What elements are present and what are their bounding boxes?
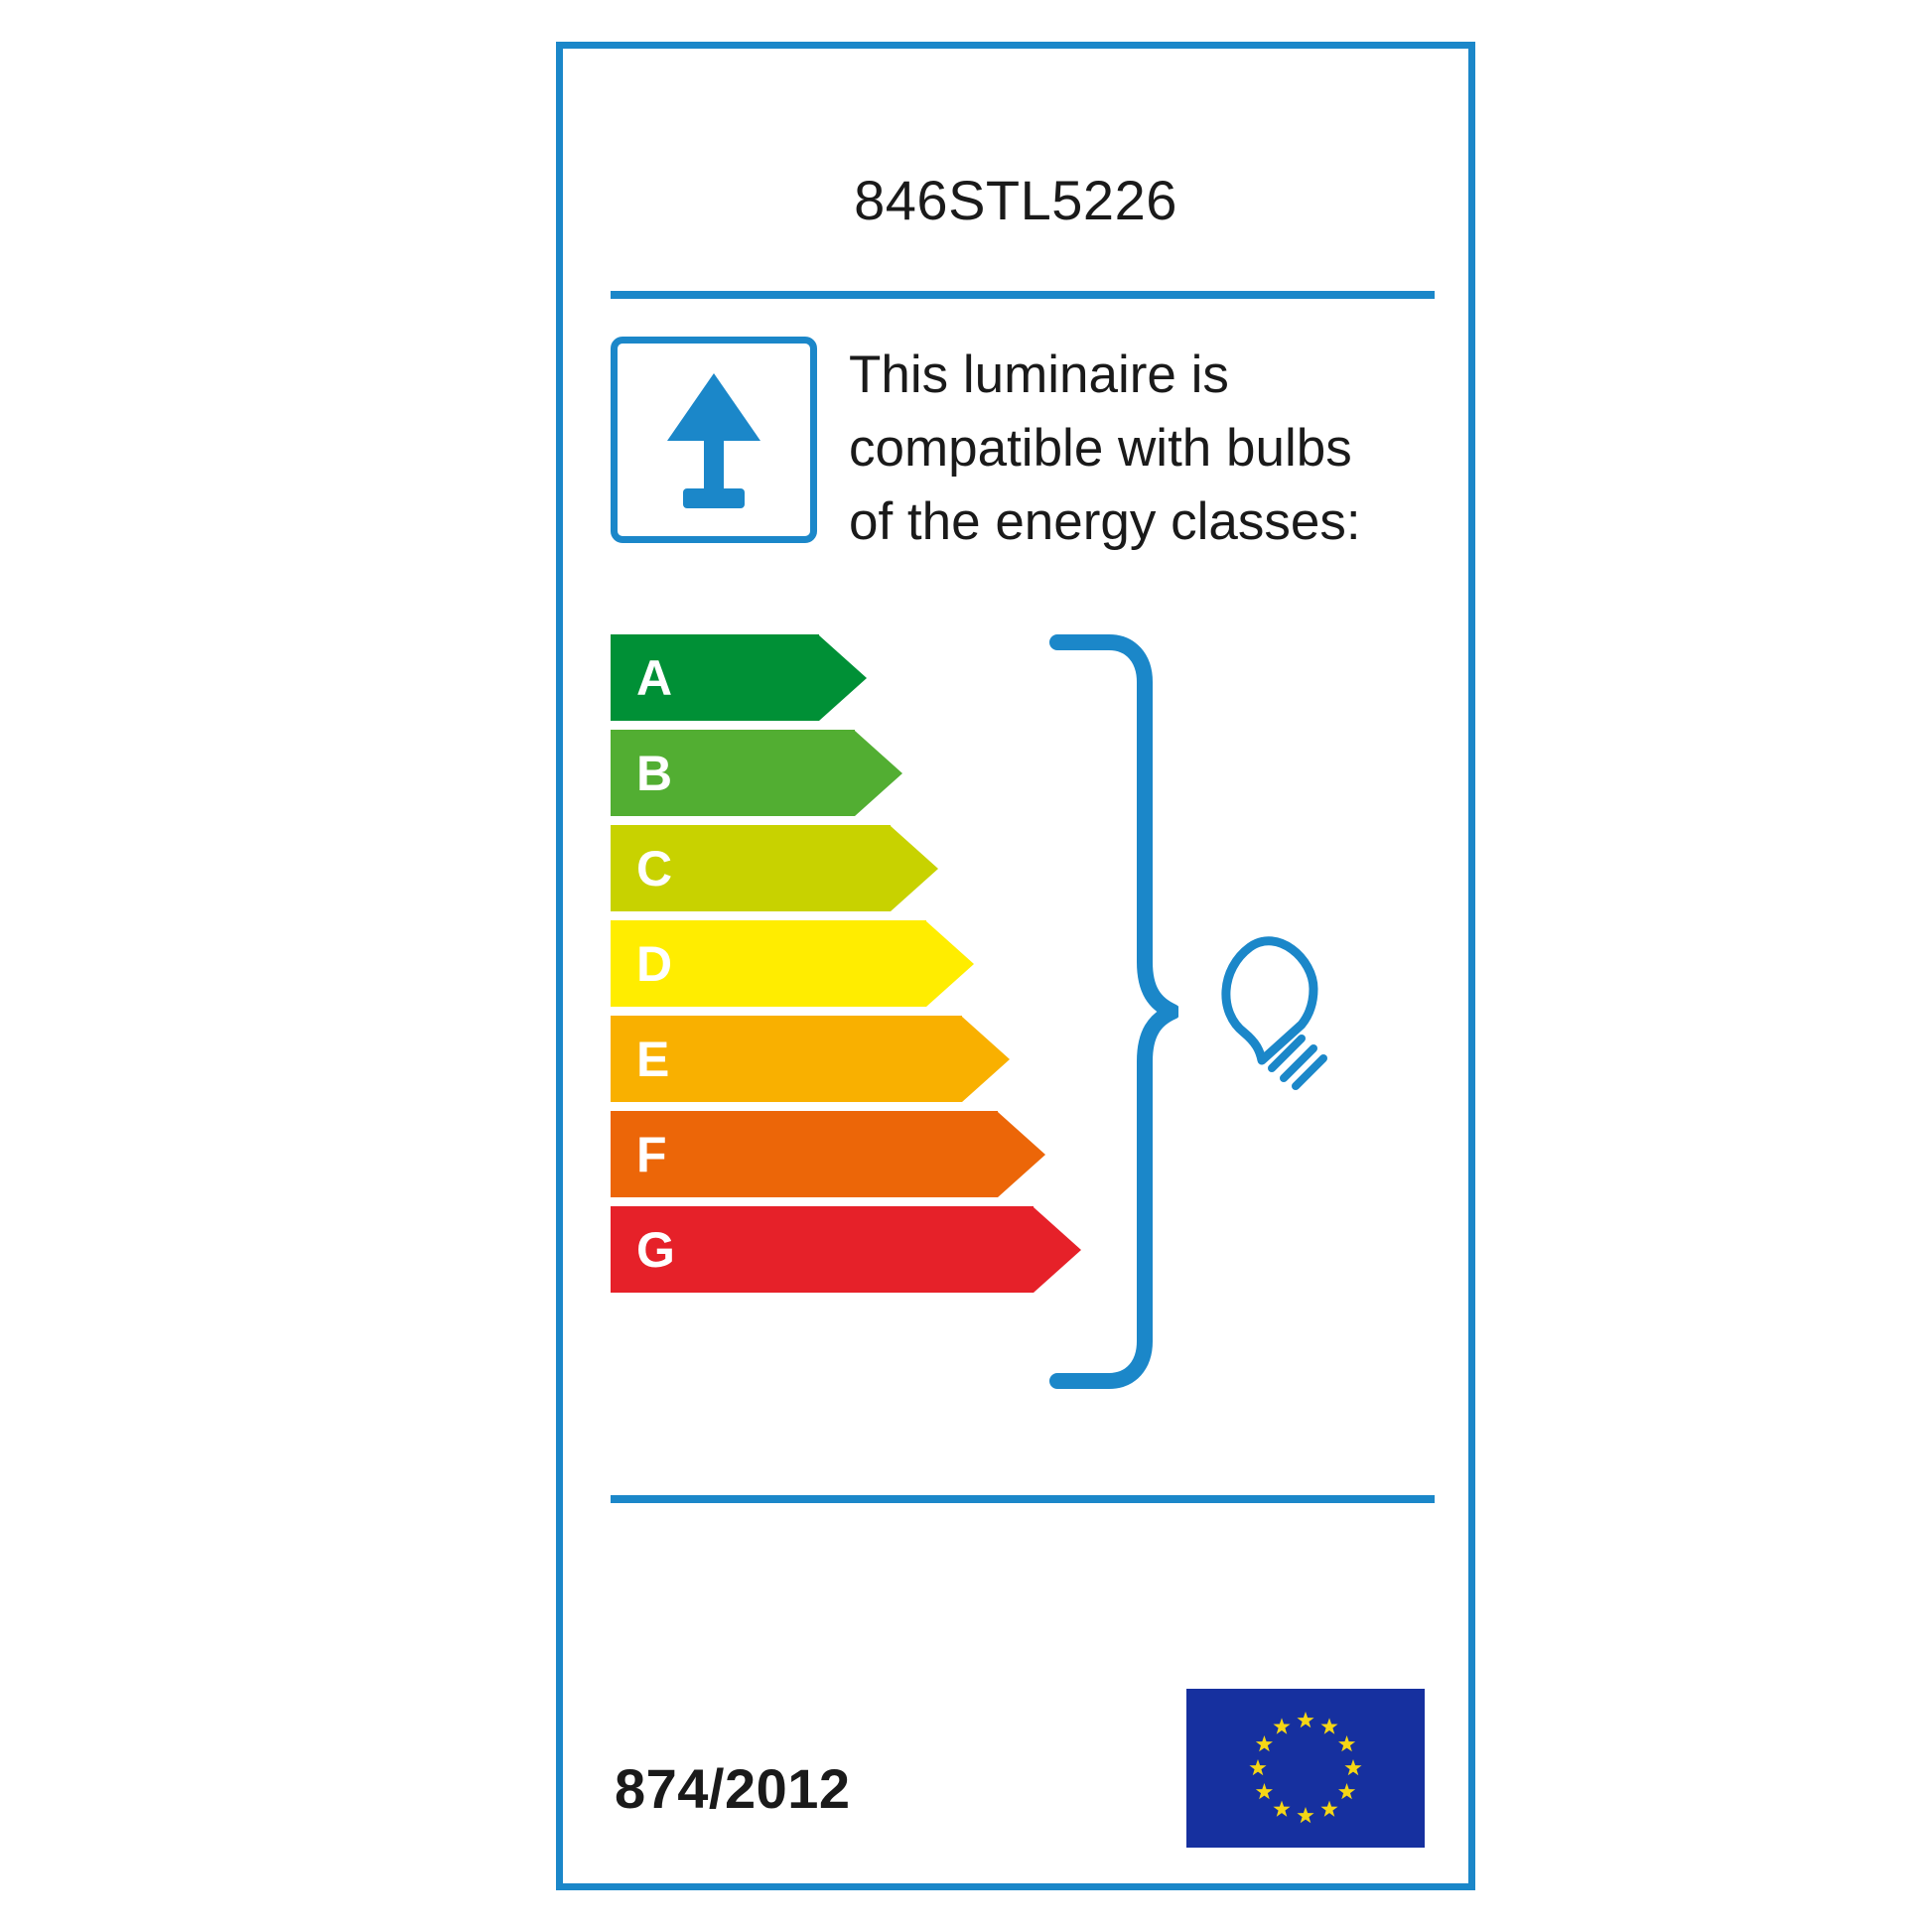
compatibility-text: This luminaire is compatible with bulbs of the energy classes: <box>849 345 1361 551</box>
energy-class-row-d <box>611 920 1028 1007</box>
energy-class-row-c <box>611 825 1028 911</box>
energy-class-row-f <box>611 1111 1028 1197</box>
energy-class-tip <box>891 826 938 911</box>
energy-class-tip <box>962 1017 1010 1102</box>
energy-class-tip <box>855 731 902 816</box>
energy-class-arrow-f <box>611 1111 1045 1197</box>
energy-class-tip <box>998 1112 1045 1197</box>
energy-class-row-e <box>611 1016 1028 1102</box>
energy-class-body-b <box>611 730 855 816</box>
energy-class-letter: C <box>636 840 673 897</box>
energy-class-row-g <box>611 1206 1028 1293</box>
energy-class-arrow-d <box>611 920 974 1007</box>
energy-class-arrow-e <box>611 1016 1010 1102</box>
energy-class-letter: G <box>636 1221 675 1278</box>
energy-class-body-g <box>611 1206 1034 1293</box>
light-bulb-icon <box>1198 927 1367 1096</box>
energy-class-tip <box>926 921 974 1007</box>
energy-class-body-f <box>611 1111 998 1197</box>
lamp-icon-box <box>611 337 817 543</box>
regulation-number: 874/2012 <box>615 1757 851 1820</box>
energy-class-row-a <box>611 634 1028 721</box>
energy-class-list <box>611 634 1028 1302</box>
divider-bottom <box>611 1495 1435 1503</box>
energy-class-letter: F <box>636 1126 667 1182</box>
energy-label-card <box>556 42 1475 1890</box>
energy-class-arrow-a <box>611 634 867 721</box>
energy-class-row-b <box>611 730 1028 816</box>
energy-class-arrow-b <box>611 730 902 816</box>
energy-class-body-e <box>611 1016 962 1102</box>
curly-brace-icon <box>1049 634 1178 1389</box>
eu-flag-icon <box>1186 1689 1425 1848</box>
energy-class-body-c <box>611 825 891 911</box>
energy-class-arrow-c <box>611 825 938 911</box>
energy-class-tip <box>819 635 867 721</box>
divider-top <box>611 291 1435 299</box>
energy-class-body-d <box>611 920 926 1007</box>
energy-class-letter: A <box>636 649 673 706</box>
energy-class-arrow-g <box>611 1206 1081 1293</box>
energy-class-body-a <box>611 634 819 721</box>
energy-class-letter: E <box>636 1031 670 1087</box>
energy-class-letter: B <box>636 745 673 801</box>
energy-class-letter: D <box>636 935 673 992</box>
model-code: 846STL5226 <box>854 169 1177 231</box>
